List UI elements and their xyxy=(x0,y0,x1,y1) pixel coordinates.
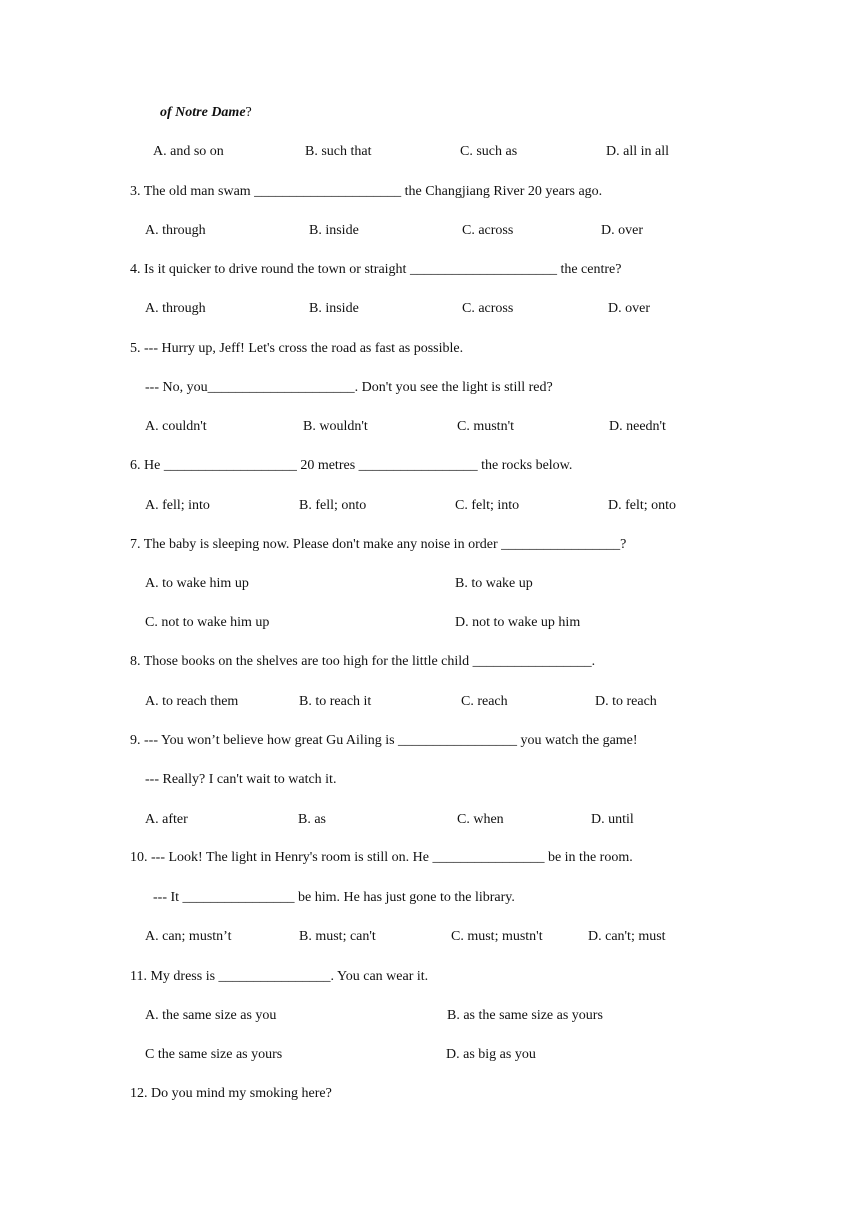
q8-stem: 8. Those books on the shelves are too high for the little child _________________. xyxy=(130,654,596,669)
q8-option-c[interactable]: C. reach xyxy=(461,694,508,709)
q10-option-c[interactable]: C. must; mustn't xyxy=(451,929,543,944)
q11-stem: 11. My dress is ________________. You can wear it. xyxy=(130,969,429,984)
q8-option-d[interactable]: D. to reach xyxy=(595,694,657,709)
q10-option-d[interactable]: D. can't; must xyxy=(588,929,666,944)
q11-option-a[interactable]: A. the same size as you xyxy=(145,1008,277,1023)
q10-stem: 10. --- Look! The light in Henry's room is still on. He ________________ be in the room. xyxy=(130,850,633,865)
q8-option-b[interactable]: B. to reach it xyxy=(299,694,372,709)
q2-punct: ? xyxy=(245,105,252,120)
q9-dialogue-line: --- Really? I can't wait to watch it. xyxy=(145,772,337,787)
q6-stem: 6. He ___________________ 20 metres _________________ the rocks below. xyxy=(130,458,573,473)
q4-option-d[interactable]: D. over xyxy=(608,301,650,316)
q10-option-a[interactable]: A. can; mustn’t xyxy=(145,929,232,944)
q5-option-b[interactable]: B. wouldn't xyxy=(303,419,368,434)
q9-stem: 9. --- You won’t believe how great Gu Ailing is _________________ you watch the game! xyxy=(130,733,638,748)
q4-option-a[interactable]: A. through xyxy=(145,301,206,316)
q2-option-c[interactable]: C. such as xyxy=(460,144,518,159)
q4-option-c[interactable]: C. across xyxy=(462,301,514,316)
q5-stem: 5. --- Hurry up, Jeff! Let's cross the road as fast as possible. xyxy=(130,341,464,356)
q3-option-a[interactable]: A. through xyxy=(145,223,206,238)
q9-option-c[interactable]: C. when xyxy=(457,812,504,827)
q7-stem: 7. The baby is sleeping now. Please don't make any noise in order _________________? xyxy=(130,537,627,552)
q6-option-c[interactable]: C. felt; into xyxy=(455,498,520,513)
q9-option-b[interactable]: B. as xyxy=(298,812,326,827)
q7-option-a[interactable]: A. to wake him up xyxy=(145,576,249,591)
q3-stem: 3. The old man swam _____________________ the Changjiang River 20 years ago. xyxy=(130,184,603,199)
q11-option-c[interactable]: C the same size as yours xyxy=(145,1047,283,1062)
q6-option-a[interactable]: A. fell; into xyxy=(145,498,210,513)
q11-option-d[interactable]: D. as big as you xyxy=(446,1047,536,1062)
q2-option-b[interactable]: B. such that xyxy=(305,144,372,159)
q6-option-b[interactable]: B. fell; onto xyxy=(299,498,367,513)
q2-option-d[interactable]: D. all in all xyxy=(606,144,669,159)
q7-option-d[interactable]: D. not to wake up him xyxy=(455,615,581,630)
q2-option-a[interactable]: A. and so on xyxy=(153,144,224,159)
q3-option-d[interactable]: D. over xyxy=(601,223,643,238)
q5-dialogue-line: --- No, you_____________________. Don't you see the light is still red? xyxy=(145,380,553,395)
q5-option-a[interactable]: A. couldn't xyxy=(145,419,207,434)
q8-option-a[interactable]: A. to reach them xyxy=(145,694,239,709)
q2-title: of Notre Dame xyxy=(160,105,246,120)
q4-option-b[interactable]: B. inside xyxy=(309,301,359,316)
q11-option-b[interactable]: B. as the same size as yours xyxy=(447,1008,603,1023)
q7-option-c[interactable]: C. not to wake him up xyxy=(145,615,270,630)
q9-option-a[interactable]: A. after xyxy=(145,812,188,827)
q5-option-d[interactable]: D. needn't xyxy=(609,419,666,434)
q3-option-c[interactable]: C. across xyxy=(462,223,514,238)
q4-stem: 4. Is it quicker to drive round the town or straight _____________________ the centre? xyxy=(130,262,622,277)
q6-option-d[interactable]: D. felt; onto xyxy=(608,498,677,513)
q10-dialogue-line: --- It ________________ be him. He has just gone to the library. xyxy=(153,890,515,905)
q12-stem: 12. Do you mind my smoking here? xyxy=(130,1086,332,1101)
q3-option-b[interactable]: B. inside xyxy=(309,223,359,238)
q7-option-b[interactable]: B. to wake up xyxy=(455,576,533,591)
q9-option-d[interactable]: D. until xyxy=(591,812,634,827)
q5-option-c[interactable]: C. mustn't xyxy=(457,419,514,434)
q10-option-b[interactable]: B. must; can't xyxy=(299,929,376,944)
q2-stem-tail xyxy=(160,104,252,122)
